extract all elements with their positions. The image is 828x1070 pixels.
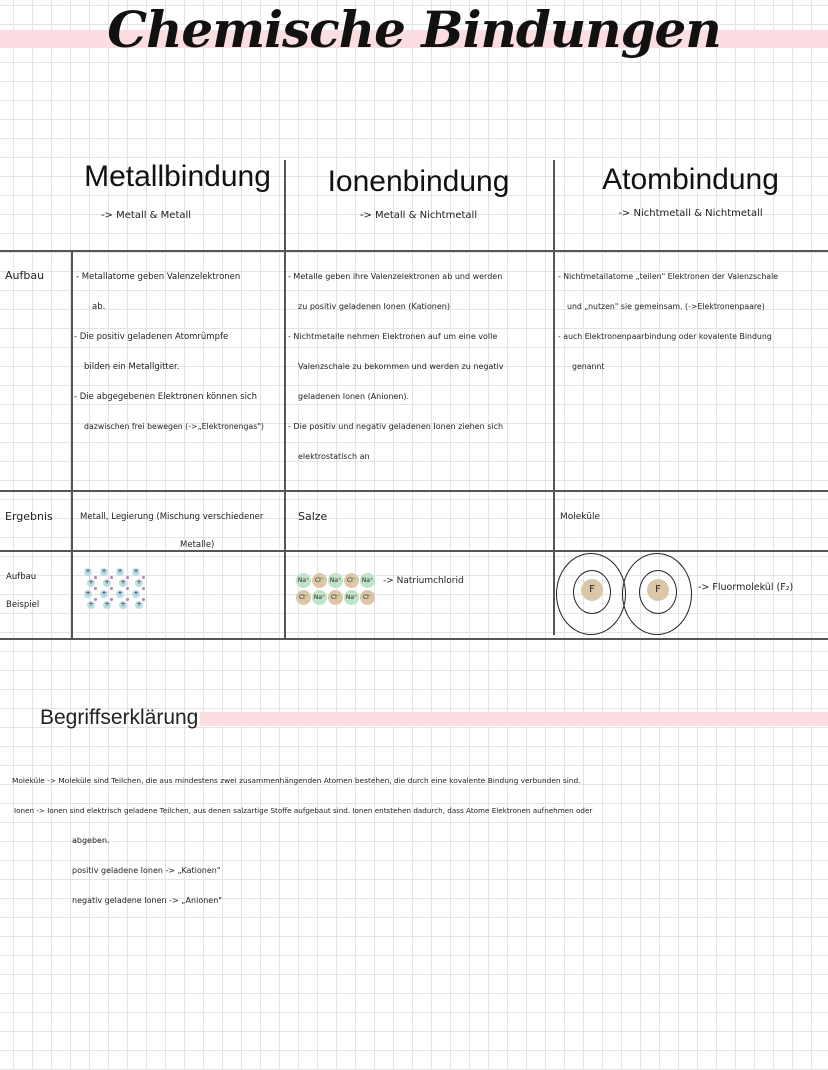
chloride-ion: Cl⁻ bbox=[312, 573, 327, 588]
result-salze: Salze bbox=[298, 510, 328, 523]
heading-metallbindung: Metallbindung bbox=[84, 160, 271, 193]
chloride-ion: Cl⁻ bbox=[360, 590, 375, 605]
text-line: - Metalle geben ihre Valenzelektronen ab und werden bbox=[288, 272, 503, 281]
text-line: geladenen Ionen (Anionen). bbox=[298, 392, 410, 401]
heading-highlight bbox=[200, 712, 828, 726]
heading-ionenbindung: Ionenbindung bbox=[327, 165, 510, 198]
text-line: - Die abgegebenen Elektronen können sich bbox=[74, 392, 257, 402]
metal-ion: + bbox=[85, 590, 91, 597]
metal-ion: + bbox=[120, 579, 126, 586]
free-electron bbox=[94, 598, 97, 601]
glossary-heading: Begriffserklärung bbox=[40, 706, 199, 729]
sodium-ion: Na⁺ bbox=[344, 590, 359, 605]
metal-ion: + bbox=[120, 601, 126, 608]
free-electron bbox=[94, 576, 97, 579]
row-label-ergebnis: Ergebnis bbox=[5, 510, 53, 523]
text-line: - Die positiv und negativ geladenen Ionen ziehen sich bbox=[288, 422, 504, 431]
free-electron bbox=[110, 598, 113, 601]
free-electron bbox=[126, 576, 129, 579]
text-line: Metall, Legierung (Mischung verschiedener bbox=[80, 512, 264, 522]
page-title: Chemische Bindungen bbox=[107, 0, 721, 59]
text-line: ab. bbox=[92, 302, 106, 312]
metal-ion: + bbox=[101, 568, 107, 575]
divider bbox=[71, 250, 73, 640]
divider bbox=[0, 490, 828, 492]
result-molekuele: Moleküle bbox=[560, 512, 600, 522]
divider bbox=[553, 160, 555, 635]
fluorine-nucleus: F bbox=[647, 579, 669, 601]
free-electron bbox=[126, 587, 129, 590]
sub-metallbindung: -> Metall & Metall bbox=[100, 210, 192, 221]
caption-fluormolekuel: -> Fluormolekül (F₂) bbox=[698, 582, 794, 593]
text-line: und „nutzen" sie gemeinsam. (->Elektronenpaare) bbox=[567, 302, 765, 311]
sodium-ion: Na⁺ bbox=[296, 573, 311, 588]
metal-ion: + bbox=[136, 579, 142, 586]
divider bbox=[0, 638, 828, 640]
metal-lattice-diagram bbox=[84, 568, 154, 613]
metal-ion: + bbox=[85, 568, 91, 575]
text-line: - Nichtmetalle nehmen Elektronen auf um eine volle bbox=[288, 332, 498, 341]
glossary-line: negativ geladene Ionen -> „Anionen" bbox=[72, 896, 222, 905]
text-line: Metalle) bbox=[180, 540, 215, 550]
glossary-line: positiv geladene Ionen -> „Kationen" bbox=[72, 866, 221, 875]
metal-ion: + bbox=[136, 601, 142, 608]
chloride-ion: Cl⁻ bbox=[296, 590, 311, 605]
text-line: genannt bbox=[572, 362, 605, 371]
divider bbox=[0, 550, 828, 552]
free-electron bbox=[142, 576, 145, 579]
sodium-ion: Na⁺ bbox=[328, 573, 343, 588]
row-label-beispiel: Beispiel bbox=[6, 600, 40, 610]
text-line: - Metallatome geben Valenzelektronen bbox=[76, 272, 241, 282]
metal-ion: + bbox=[133, 568, 139, 575]
metal-ion: + bbox=[133, 590, 139, 597]
text-line: Valenzschale zu bekommen und werden zu negativ bbox=[298, 362, 504, 371]
sodium-ion: Na⁺ bbox=[312, 590, 327, 605]
metal-ion: + bbox=[104, 579, 110, 586]
metal-ion: + bbox=[88, 601, 94, 608]
chloride-ion: Cl⁻ bbox=[328, 590, 343, 605]
free-electron bbox=[126, 598, 129, 601]
row-label-aufbau: Aufbau bbox=[5, 269, 45, 282]
metal-ion: + bbox=[88, 579, 94, 586]
text-line: - auch Elektronenpaarbindung oder kovalente Bindung bbox=[558, 332, 772, 341]
sub-atombindung: -> Nichtmetall & Nichtmetall bbox=[618, 208, 763, 219]
metal-ion: + bbox=[104, 601, 110, 608]
metal-ion: + bbox=[117, 568, 123, 575]
free-electron bbox=[94, 587, 97, 590]
divider bbox=[284, 160, 286, 640]
divider bbox=[0, 250, 828, 252]
heading-atombindung: Atombindung bbox=[602, 163, 779, 196]
ionic-lattice-row bbox=[296, 584, 376, 605]
chloride-ion: Cl⁻ bbox=[344, 573, 359, 588]
glossary-line: abgeben. bbox=[72, 836, 110, 845]
caption-natriumchlorid: -> Natriumchlorid bbox=[383, 576, 464, 586]
text-line: - Die positiv geladenen Atomrümpfe bbox=[74, 332, 229, 342]
free-electron bbox=[142, 598, 145, 601]
sub-ionenbindung: -> Metall & Nichtmetall bbox=[359, 210, 478, 221]
glossary-line: Ionen -> Ionen sind elektrisch geladene Teilchen, aus denen salzartige Stoffe aufgebaut sind. Ionen entstehen dadurch, dass Atome Elektronen aufnehmen oder bbox=[14, 806, 593, 815]
row-label-aufbau-beispiel: Aufbau bbox=[6, 572, 37, 582]
text-line: - Nichtmetallatome „teilen" Elektronen der Valenzschale bbox=[558, 272, 779, 281]
free-electron bbox=[110, 587, 113, 590]
text-line: dazwischen frei bewegen (->„Elektronengas") bbox=[84, 422, 264, 431]
glossary-line: Moleküle -> Moleküle sind Teilchen, die aus mindestens zwei zusammenhängenden Atomen bestehen, die durch eine kovalente Bindung verbunden sind. bbox=[12, 776, 581, 785]
text-line: zu positiv geladenen Ionen (Kationen) bbox=[298, 302, 450, 311]
text-line: elektrostatisch an bbox=[298, 452, 370, 461]
free-electron bbox=[142, 587, 145, 590]
metal-ion: + bbox=[117, 590, 123, 597]
sodium-ion: Na⁺ bbox=[360, 573, 375, 588]
metal-ion: + bbox=[101, 590, 107, 597]
fluorine-nucleus: F bbox=[581, 579, 603, 601]
free-electron bbox=[110, 576, 113, 579]
text-line: bilden ein Metallgitter. bbox=[84, 362, 180, 372]
